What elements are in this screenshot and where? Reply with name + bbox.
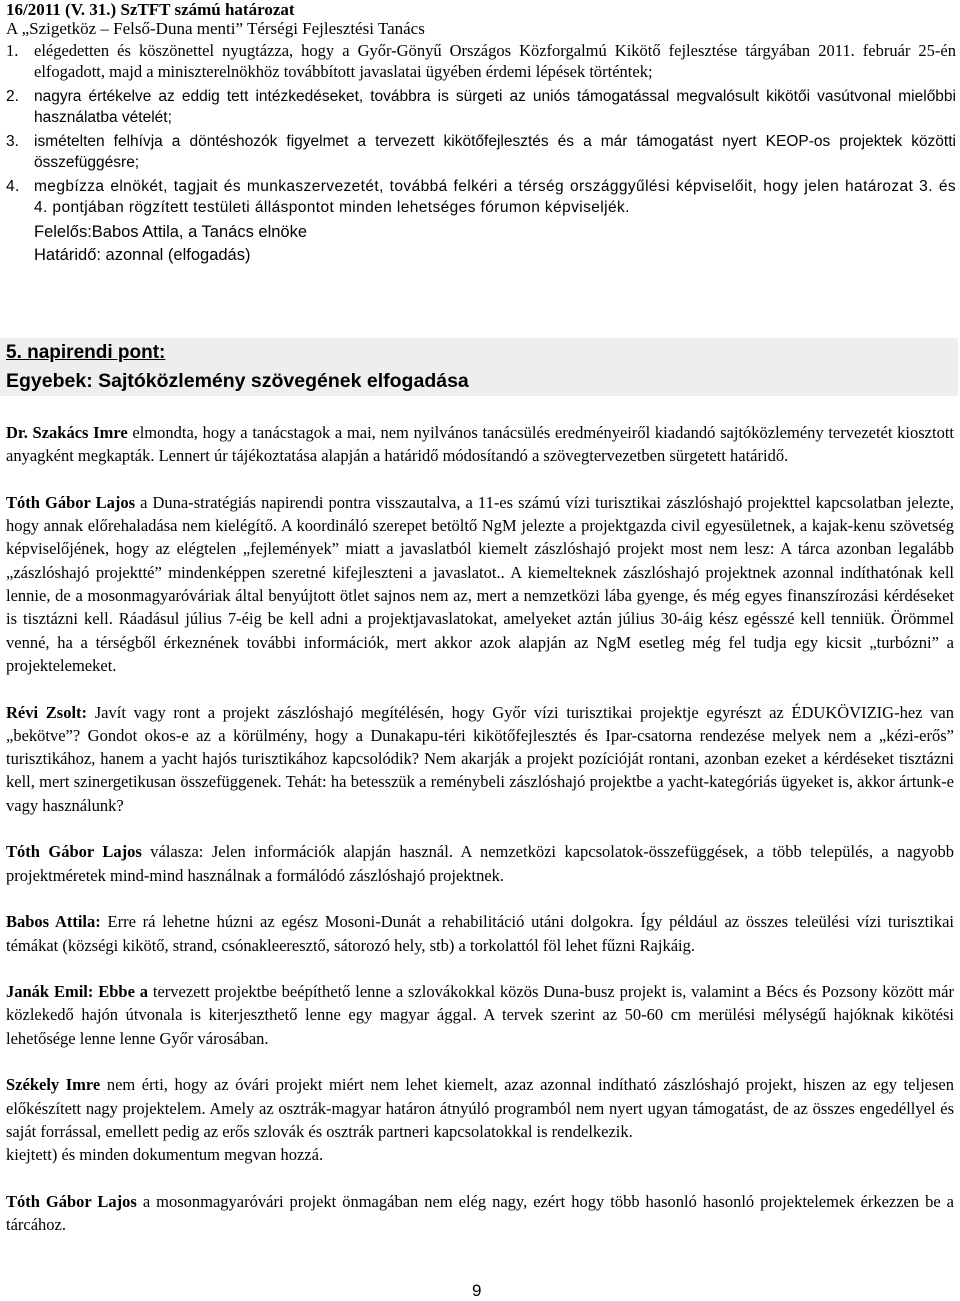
agenda-banner — [0, 338, 958, 396]
speaker-name: Székely Imre — [6, 1075, 101, 1095]
resolution-item — [6, 176, 956, 218]
paragraph — [6, 1073, 954, 1143]
resolution-item — [6, 40, 956, 82]
paragraph — [6, 1190, 954, 1237]
resolution-title-text: 16/2011 (V. 31.) SzTFT számú határozat — [6, 0, 295, 19]
paragraph-text: a mosonmagyaróvári projekt önmagában nem elég nagy, ezért hogy több hasonló hasonló projektelemek érkezzen be a tárcához. — [6, 1191, 954, 1235]
speaker-name: Tóth Gábor Lajos — [6, 492, 136, 512]
speaker-name: Tóth Gábor Lajos — [6, 842, 142, 862]
speaker-name: Babos Attila: — [6, 912, 101, 932]
paragraph-text: válasza: Jelen információk alapján használ. A nemzetközi kapcsolatok-összefüggések, a több település, a nagyobb projektméretek mind-mind használnak a formálódó zászlóshajó projektnek. — [6, 842, 954, 885]
council-name: A „Szigetköz – Felső-Duna menti” Térségi Fejlesztési Tanács — [6, 19, 425, 38]
item-number: 3. — [6, 133, 19, 150]
speaker-name: Révi Zsolt: — [6, 702, 88, 722]
speaker-name: Dr. Szakács Imre — [6, 423, 128, 442]
item-number: 4. — [6, 178, 20, 195]
paragraph — [6, 491, 954, 677]
speaker-name: Tóth Gábor Lajos — [6, 1191, 137, 1211]
paragraph-text: Erre rá lehetne húzni az egész Mosoni-Dunát a rehabilitáció utáni dolgokra. Így például az összes teleülési vízi turisztikai témákat (községi kikötő, strand, csónakleeresztő, sátorozó hely, stb) a torkolattól föl lehet fűzni Rajkáig. — [6, 912, 954, 955]
resolution-list-2 — [6, 86, 956, 218]
paragraph — [6, 910, 954, 957]
paragraph-text: kiejtett) és minden dokumentum megvan hozzá. — [6, 1145, 324, 1165]
agenda-number-title: 5. napirendi pont: — [6, 342, 166, 363]
resolution-list — [6, 40, 956, 82]
speaker-lead-continuation: Ebbe a — [93, 982, 149, 1002]
paragraph-text: elmondta, hogy a tanácstagok a mai, nem nyilvános tanácsülés eredményeiről kiadandó sajtóközlemény tervezetét kiosztott anyagként megkapták. Lennert úr tájékoztatása alapján a határidő módosítandó a szövegtervezetben sürgetett határidő. — [6, 423, 954, 466]
paragraph — [6, 1143, 954, 1166]
item-text: ismételten felhívja a döntéshozók figyelmet a tervezett kikötőfejlesztés és a már támogatást nyert KEOP-os projektek közötti összefüggésre; — [34, 133, 956, 171]
page-number: 9 — [472, 1281, 482, 1300]
item-text: megbízza elnökét, tagjait és munkaszervezetét, továbbá felkéri a térség országgyűlési képviselőit, hogy jelen határozat 3. és 4. pontjában rögzített testületi álláspontot minden lehetséges fórumon képviseljék. — [34, 178, 956, 216]
paragraph — [6, 840, 954, 887]
paragraph-text: Javít vagy ront a projekt zászlóshajó megítélésén, hogy Győr vízi turisztikai projektje egyrészt az ÉDUKÖVIZIG-hez van „bekötve”? Gondot okos-e az a körülmény, hogy a Dunakapu-téri kikötőfejlesztés és Ipar-csatorna rendezése melyek nem a „kézi-erős” turisztikához, hanem a yacht hajós turisztikához kapcsolódik? Nem akarják a projekt pozícióját rontani, azonban ezeket a kérdéseket tisztázni kell, mert szinergetikusan összefüggenek. Tehát: ha betesszük a reménybeli zászlóshajó projektbe a yacht-kategóriás ügyeket is, akkor ártunk-e vagy használunk? — [6, 702, 954, 815]
paragraph — [6, 421, 954, 468]
paragraph — [6, 701, 954, 817]
item-text: nagyra értékelve az eddig tett intézkedéseket, továbbra is sürgeti az uniós támogatással megvalósult kikötői vasútvonal mielőbbi használatba vételét; — [34, 88, 956, 126]
item-number: 2. — [6, 88, 19, 105]
speaker-name: Janák Emil: — [6, 982, 94, 1002]
item-text: elégedetten és köszönettel nyugtázza, hogy a Győr-Gönyű Országos Közforgalmú Kikötő fejlesztése tárgyában 2011. február 25-én elfogadott, majd a miniszterelnökhöz továbbított javaslatai ügyében érdemi lépések történtek; — [34, 41, 956, 81]
agenda-subject: Egyebek: Sajtóközlemény szövegének elfogadása — [6, 370, 469, 392]
paragraph-text: nem érti, hogy az óvári projekt miért nem lehet kiemelt, azaz azonnal indítható zászlóshajó projekt, hiszen az egy teljesen előkészített nagy projektelem. Amely az osztrák-magyar határon átnyúló programból nem nyert ugyan támogatást, de az összes engedéllyel és saját forrással, emellett pedig az erős szlovák és osztrák partneri kapcsolatokkal is rendelkezik. — [6, 1075, 954, 1141]
responsible-line: Felelős:Babos Attila, a Tanács elnöke — [34, 223, 308, 241]
resolution-item — [6, 131, 956, 173]
minutes-body — [6, 421, 954, 1260]
resolution-title — [6, 0, 956, 20]
paragraph-text: a Duna-stratégiás napirendi pontra visszautalva, a 11-es számú vízi turisztikai zászlóshajó projekttel kapcsolatban jelezte, hogy annak előrehaladása nem kielégítő. A koordináló szerepet betöltő NgM jelezte a projektgazda civil egyesületnek, a kajak-kenu szövetség képviselőjének, hogy az elégtelen „fejlemények” miatt a javaslatból kiemelt zászlóshajó projekt most nem lesz: A tárca azonban legalább „zászlóshajó projektté” mindenképpen szeretné kifejleszteni a javaslatot.. A kiemelteknek zászlóshajó projektnek azonnal indíthatónak kell lennie, de a mosonmagyaróváriak által benyújtott ötlet sajnos nem az, mert a nemzetközi lába gyenge, és még egyes finanszírozási kérdéseket is tisztázni kell. Ráadásul július 7-éig be kell adni a projektjavaslatokat, amelyeket aztán július 30-áig kész egésszé kell tenniük. Örömmel venné, ha a térségből érkeznének további információk, mert akkor azok alapján az NgM esetleg még fel tudja egy kicsit „turbózni” a projektelemeket. — [6, 492, 954, 675]
paragraph-text: tervezett projektbe beépíthető lenne a szlovákokkal közös Duna-busz projekt is, valamint a Bécs és Pozsony között már közlekedő hajón útvonala is kiterjeszthető lenne egy magyar ággal. A tervek szerint az 50-60 cm merülési mélységű hajóknak kikötési lehetősége lenne lenne Győr városában. — [6, 982, 954, 1048]
paragraph — [6, 980, 954, 1050]
deadline-line: Határidő: azonnal (elfogadás) — [34, 246, 251, 264]
item-number: 1. — [6, 41, 19, 60]
resolution-item — [6, 86, 956, 128]
